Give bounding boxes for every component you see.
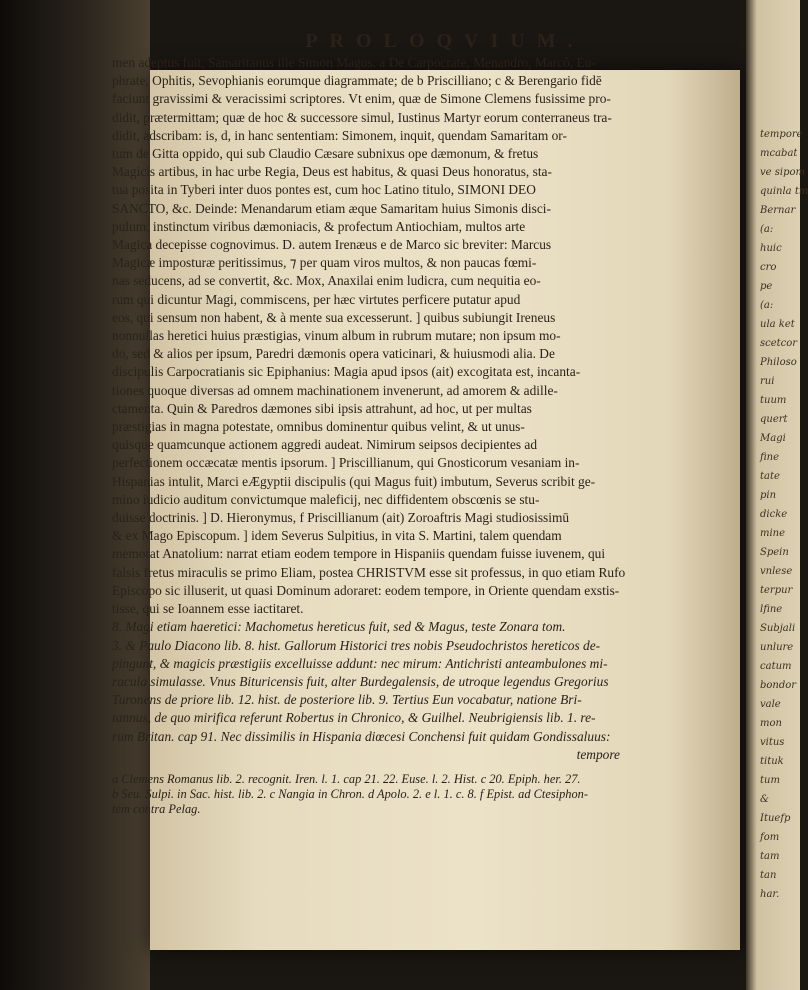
adjacent-page-fragment: tum [760,775,780,786]
adjacent-page-fragment: dicke [760,509,788,520]
adjacent-page-fragment: (a: [760,224,774,235]
adjacent-page-fragment: rui [760,376,775,387]
text-line: didit, adscribam: is, d, in hanc sententiam: Simonem, inquit, quendam Samaritam or- [112,127,567,143]
adjacent-page-fragment: & [760,794,769,805]
running-header: PROLOQVIUM. [305,30,585,52]
text-line: phrate, Ophitis, Sevophianis eorumque diagrammate; de b Priscilliano; c & Berengario fidē [112,73,602,89]
adjacent-page-fragment: huic [760,243,782,254]
adjacent-page-fragment: pe [760,281,773,292]
adjacent-page-fragment: har. [760,889,780,900]
text-line: tum de Gitta oppido, qui sub Claudio Cæsare subnixus ope dæmonum, & fretus [112,146,539,162]
adjacent-page-fragment: mine [760,528,786,539]
adjacent-page-fragment: ula ket [760,319,795,330]
text-line: tisse, qui se Ioannem esse iactitaret. [112,601,304,617]
adjacent-page-fragment: Subjali [760,623,796,634]
adjacent-page-fragment: ve sipom [760,167,805,178]
adjacent-page-fragment: vitus [760,737,785,748]
adjacent-page-fragment: tate [760,471,780,482]
text-line: & ex Mago Episcopum. ] idem Severus Sulpitius, in vita S. Martini, talem quendam [112,528,562,544]
adjacent-page-fragment: mon [760,718,782,729]
adjacent-page-fragment: terpur [760,585,793,596]
footnote-line: a Clemens Romanus lib. 2. recognit. Iren. l. 1. cap 21. 22. Euse. l. 2. Hist. c 20. Epiph. her. 27. [112,771,581,786]
text-line: duisse doctrinis. ] D. Hieronymus, f Priscillianum (ait) Zoroaftris Magi studiosissimū [112,510,570,526]
text-line: Episcopo sic illuserit, ut quasi Dominum adoraret: eodem tempore, in Oriente quendam exstis- [112,582,620,598]
adjacent-page-fragment: mcabat [760,148,798,159]
adjacent-page-fragment: Bernar [760,205,796,216]
text-line: Hispanias intulit, Marci eÆgyptii discipulis (qui Magus fuit) imbutum, Severus scribit ge- [112,473,596,489]
text-line: tiones quoque diversas ad omnem machinationem invenerunt, ad amorem & adille- [112,382,558,398]
adjacent-page-fragment: (a: [760,300,774,311]
adjacent-page-fragment: vale [760,699,781,710]
text-line: pulum, instinctum viribus dæmoniacis, & profectum Antiochiam, multos arte [112,218,526,234]
adjacent-page-fragment: quinla tm [760,186,808,197]
text-line: falsis fretus miraculis se primo Eliam, postea CHRISTVM esse sit professus, in quo etiam Rufo [112,564,626,580]
text-line: faciunt gravissimi & veracissimi scriptores. Vt enim, quæ de Simone Clemens fusissime pro- [112,91,611,107]
adjacent-page-fragment: tuum [760,395,787,406]
text-line: 8. Magi etiam haeretici: Machometus hereticus fuit, sed & Magus, teste Zonara tom. [112,619,566,635]
adjacent-page-fragment: cro [760,262,777,273]
text-line: Magica decepisse cognovimus. D. autem Irenæus e de Marco sic breviter: Marcus [112,237,552,253]
text-line: discipulis Carpocratianis sic Epiphanius: Magia apud ipsos (ait) excogitata est, incanta- [112,364,581,380]
text-line: memorat Anatolium: narrat etiam eodem tempore in Hispaniis quendam fuisse iuvenem, qui [112,546,606,562]
adjacent-page-fragment: quert [760,414,788,425]
text-line: SANCTO, &c. Deinde: Menandarum etiam æque Samaritam huius Simonis disci- [112,200,551,216]
main-text-block [112,54,692,817]
text-line: Turonens de priore lib. 12. hist. de posteriore lib. 9. Tertius Eun vocabatur, natione Bri- [112,692,582,708]
adjacent-page-fragment: pin [760,490,777,501]
text-line: quisque quamcunque actionem aggredi audeat. Nimirum seipsos decipientes ad [112,437,538,453]
adjacent-page-fragment: tituk [760,756,784,767]
adjacent-page-fragment: unlure [760,642,794,653]
text-line: eos, qui sensum non habent, & à mente sua excesserunt. ] quibus subiungit Ireneus [112,309,556,325]
text-line: ctamenta. Quin & Paredros dæmones sibi ipsis attrahunt, ad hoc, ut per multas [112,400,532,416]
text-line: mino iudicio auditum convictumque maleficij, nec diffidentem obscœnis se stu- [112,491,540,507]
adjacent-page-fragment: Philoso [760,357,797,368]
adjacent-page-edge [746,0,808,990]
adjacent-page-fragment: scetcor [760,338,798,349]
text-line: nas seducens, ad se convertit, &c. Mox, Anaxilai enim ludicra, cum nequitia eo- [112,273,541,289]
text-line: do, sed & alios per ipsum, Paredri dæmonis opera vaticinari, & huiusmodi alia. De [112,346,555,362]
text-line: Magicis artibus, in hac urbe Regia, Deus est habitus, & quasi Deus honoratus, sta- [112,164,552,180]
text-line: rum Britan. cap 91. Nec dissimilis in Hispania diœcesi Conchensi fuit quidam Gondissaluus: [112,728,611,744]
footnote-line: b Seu. Sulpi. in Sac. hist. lib. 2. c Nangia in Chron. d Apolo. 2. e l. 1. c. 8. f Epist. ad Ctesiphon- [112,786,588,801]
adjacent-page-fragment: tempore [760,129,803,140]
adjacent-page-fragment: fom [760,832,780,843]
text-line: pingunt, & magicis præstigiis excelluisse addunt: nec mirum: Antichristi anteambulones mi- [112,655,608,671]
text-line: Magicæ imposturæ peritissimus, ⁊ per quam viros multos, & non paucas fœmi- [112,255,537,271]
adjacent-page-fragment: Magi [760,433,786,444]
adjacent-page-fragment: tan [760,870,777,881]
text-line: racula simulasse. Vnus Bituricensis fuit, alter Burdegalensis, de utroque legendus Gregorius [112,673,609,689]
adjacent-page-fragment: lfine [760,604,783,615]
adjacent-page-fragment: fine [760,452,780,463]
footnote-line: tem contra Pelag. [112,801,201,816]
adjacent-page-fragment: bondor [760,680,797,691]
adjacent-page-fragment: vnlese [760,566,793,577]
text-line: men adeptus fuit, Samaritanus ille Simon Magus. a De Carpocrate, Menandro, Marcô, Eu- [112,55,596,70]
adjacent-page-fragment: Ituefp [760,813,791,824]
text-line: 3. & Paulo Diacono lib. 8. hist. Gallorum Historici tres nobis Pseudochristos hereticos de- [112,637,601,653]
catchword: tempore [576,746,620,762]
text-line: nonnullas heretici huius præstigias, vinum album in rubrum mutare; non ipsum mo- [112,328,561,344]
text-line: tannus, de quo mirifica referunt Robertus in Chronico, & Guilhel. Neubrigiensis lib. 1. re- [112,710,596,726]
text-line: didit, prætermittam; quæ de hoc & successore simul, Iustinus Martyr eorum conterraneus tra- [112,109,612,125]
adjacent-page-fragment: tam [760,851,780,862]
text-line: præstigias in magna potestate, omnibus dominentur quibus velint, & ut unus- [112,419,525,435]
adjacent-page-fragment: Spein [760,547,789,558]
adjacent-page-fragment: catum [760,661,792,672]
text-line: perfectionem occæcatæ mentis ipsorum. ] Priscillianum, qui Gnosticorum vesaniam in- [112,455,580,471]
text-line: tua posita in Tyberi inter duos pontes est, cum hoc Latino titulo, SIMONI DEO [112,182,536,198]
text-line: rum qui dicuntur Magi, commiscens, per hæc virtutes perficere putatur apud [112,291,521,307]
